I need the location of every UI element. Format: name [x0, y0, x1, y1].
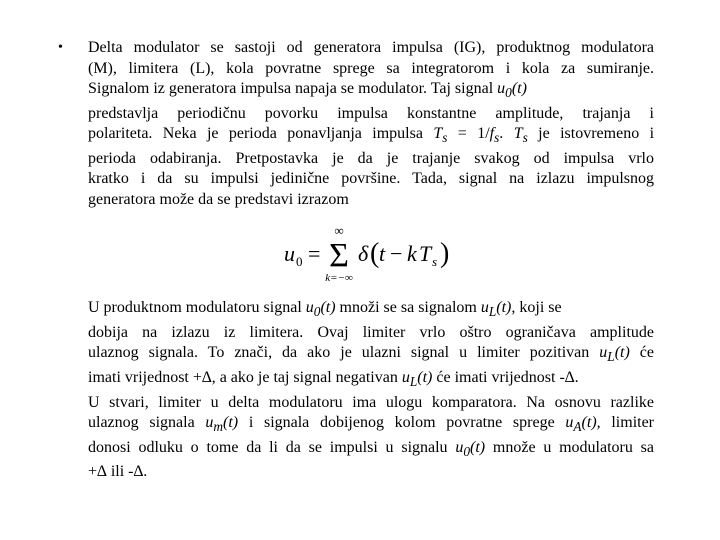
- text-line: Signalom iz generatora impulsa napaja se modulator. Taj signal $u_0(t)$: [88, 80, 527, 101]
- paragraph-intro: [88, 38, 654, 210]
- text-line: ulaznog signala. To znači, da ako je ulazni signal u limiter pozitivan $u_L(t)$ će: [88, 344, 655, 365]
- formula-lhs-subscript: 0: [296, 254, 303, 269]
- formula-sigma: Σ: [329, 237, 349, 274]
- text-line: donosi odluku o tome da li da se impulsi u signalu $u_0(t)$ množe u modulatoru sa: [88, 438, 654, 459]
- text-line: dobija na izlazu iz limitera. Ovaj limiter vrlo oštro ograničava amplitude: [88, 323, 654, 341]
- formula-k: k: [407, 241, 417, 266]
- text-line: generatora može da se predstavi izrazom: [88, 190, 349, 208]
- bullet-icon: •: [58, 40, 63, 55]
- impulse-train-formula: [280, 224, 480, 284]
- text-line: kratko i da su impulsi jedinične površine. Tada, signal na izlazu impulsnog: [88, 170, 654, 188]
- formula-sum-upper: ∞: [334, 224, 344, 238]
- formula-lhs: u: [284, 241, 295, 266]
- formula-equals: =: [308, 241, 321, 266]
- formula-T-subscript: s: [432, 254, 438, 269]
- text-line: polariteta. Neka je perioda ponavljanja impulsa $T_s = 1/f_s$. $T_s$ je istovremeno i: [88, 125, 655, 146]
- formula-close-paren: ): [440, 238, 450, 269]
- formula-delta: δ: [358, 241, 369, 266]
- text-line: ulaznog signala $u_m(t)$ i signala dobijenog kolom povratne sprege $u_A(t)$, limiter: [88, 414, 655, 435]
- formula-sum-lower: k=−∞: [325, 272, 353, 284]
- formula-minus: −: [390, 241, 403, 266]
- paragraph-modulator: [88, 298, 654, 483]
- formula-t: t: [379, 241, 386, 266]
- formula-open-paren: (: [370, 238, 380, 269]
- formula-T: T: [419, 241, 432, 266]
- text-line: imati vrijednost +∆, a ako je taj signal negativan $u_L(t)$ će imati vrijednost -∆.: [88, 368, 579, 390]
- text-line: Delta modulator se sastoji od generatora impulsa (IG), produktnog modulatora: [88, 39, 654, 56]
- text-line: U produktnom modulatoru signal $u_0(t)$ množi se sa signalom $u_L(t)$, koji se: [88, 299, 562, 320]
- text-line: predstavlja periodičnu povorku impulsa konstantne amplitude, trajanja i: [88, 104, 654, 122]
- text-line: U stvari, limiter u delta modulatoru ima ulogu komparatora. Na osnovu razlike: [88, 393, 654, 411]
- text-line: +∆ ili -∆.: [88, 463, 148, 481]
- text-line: perioda odabiranja. Pretpostavka je da je trajanje svakog od impulsa vrlo: [88, 149, 654, 167]
- text-line: (M), limitera (L), kola povratne sprege sa integratorom i kola za sumiranje.: [88, 59, 654, 77]
